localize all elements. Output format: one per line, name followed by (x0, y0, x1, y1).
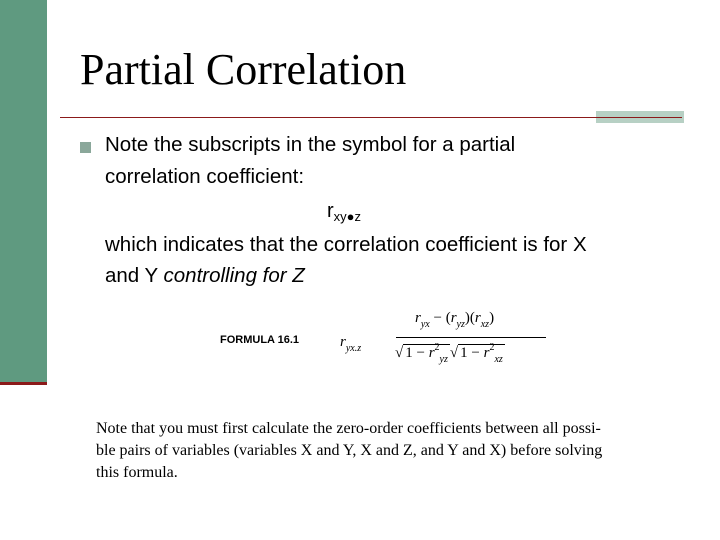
note-line-1: Note that you must first calculate the zero-order coefficients between all possi- (96, 420, 601, 437)
title-divider (60, 117, 682, 118)
explanation-italic: controlling for Z (163, 264, 305, 287)
fraction-bar (396, 337, 546, 338)
num-term1-sub: yx (420, 319, 430, 330)
den-r2-sup: 2 (489, 342, 495, 353)
note-line-2: ble pairs of variables (variables X and Y, X and Z, and Y and X) before solving (96, 442, 603, 459)
den-one-2: 1 (460, 345, 468, 361)
lhs-base: r (340, 334, 346, 350)
bullet-line-2: correlation coefficient: (105, 165, 305, 188)
num-term2-sub: yz (456, 319, 465, 330)
slide-title: Partial Correlation (80, 45, 407, 94)
symbol-subscript: xy●z (333, 209, 362, 224)
sidebar-accent-line (0, 382, 47, 385)
partial-correlation-symbol (327, 196, 361, 232)
formula-numerator: $r_{yx} - (r_{yz})(r_{xz})$ (415, 310, 495, 330)
partial-correlation-formula (340, 302, 570, 382)
den-r2-base: r (483, 345, 490, 361)
den-r1-sup: 2 (434, 342, 440, 353)
formula-note (96, 418, 706, 484)
bullet-square-icon (80, 142, 91, 153)
explanation-line-2 (105, 261, 305, 291)
lhs-subscript: yx.z (345, 343, 362, 354)
num-term3-base: r (474, 310, 481, 326)
den-minus-2: − (467, 345, 484, 361)
note-line-3: this formula. (96, 464, 178, 481)
formula-lhs (340, 334, 361, 354)
symbol-base: r (327, 200, 334, 222)
den-r1-base: r (428, 345, 435, 361)
explanation-line-2-plain: and Y (105, 264, 164, 287)
den-one-1: 1 (405, 345, 413, 361)
formula-denominator: √ $1 - r^2_{yz}$ √ $1 - r^2_{xz}$ (395, 342, 503, 365)
den-r1-sub: yz (439, 354, 448, 365)
num-operator: − (429, 310, 446, 326)
formula-label: FORMULA 16.1 (220, 334, 300, 346)
bullet-line-1: Note the subscripts in the symbol for a partial (105, 133, 516, 156)
num-term2-base: r (450, 310, 457, 326)
den-r2-sub: xz (494, 354, 503, 365)
explanation-line-1: which indicates that the correlation coefficient is for X (105, 233, 587, 256)
num-term3-sub: xz (480, 319, 490, 330)
sidebar-decoration (0, 0, 47, 382)
num-term1-base: r (415, 310, 421, 326)
den-minus-1: − (412, 345, 429, 361)
